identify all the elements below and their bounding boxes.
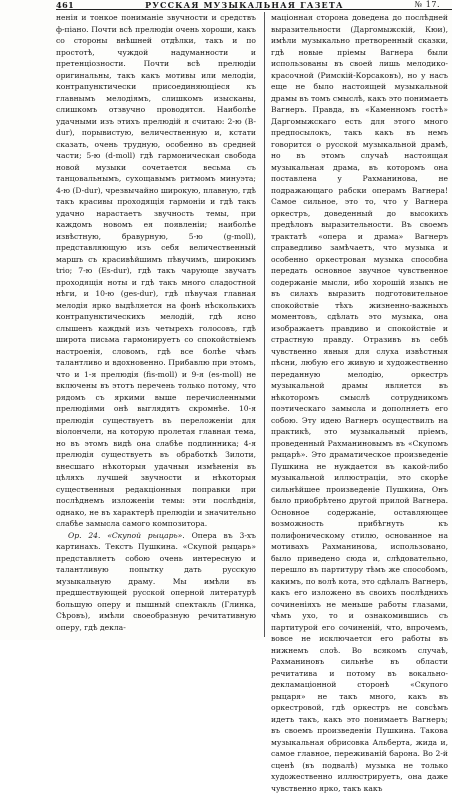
opus-heading: Ор. 24. «Скупой рыцарь». — [68, 530, 185, 540]
right-paragraph-1: маціонная сторона доведена до послѣдней выразительности (Даргомыжскій, Кюи), имѣли музыкально претворенный сказки, гдѣ новые пріемы Вагнера были использованы въ своей лишь мелодико-красочной (Римскій-Корсаковъ), но у насъ еще не было настоящей музыкальной драмы въ томъ смыслѣ, какъ это понимаетъ Вагнеръ. Правда, въ «Каменномъ гостѣ» Даргомыжскаго есть для этого много предпосылокъ, такъ какъ въ немъ говорится о русской музыкальной драмѣ, но въ этомъ случаѣ настоящая музыкальная драма, въ которомъ она поставлена у Рахманинова, не подражающаго рабски операмъ Вагнера! Самое сильное, это то, что у Вагнера оркестръ, доведенный до высокихъ предѣловъ выразительности. Въ своемъ трактатѣ «опера и драма» Вагнеръ справедливо замѣчаетъ, что музыка и особенно оркестровая музыка способна передать основное звучное чувственное содержаніе мысли, ибо хорошій языкъ не въ силахъ выразить подготовительное спокойствіе тѣхъ жизненно-важныхъ моментовъ, сдѣлать это музыка, она изображаетъ правдиво и спокойствіе и страстную правду. Отразивъ въ себѣ чувственно явныя для слуха извѣстныя пѣсни, любую его живую и художественно переданную мелодію, оркестръ музыкальной драмы является въ нѣкоторомъ смыслѣ сотрудникомъ поэтическаго замысла и дополняетъ его собою. Эту идею Вагнеръ осуществилъ на практикѣ, это музыкальный пріемъ, проведенный Рахманиновымъ въ «Скупомъ рыцарѣ». Это драматическое произведеніе Пушкина не нуждается въ какой-либо музыкальной иллюстраціи, это скорѣе сильнѣйшее произведеніе Пушкина, Онъ было приобрѣтено другой прилой Вагнера. Основное содержаніе, оставляющее возможность прибѣгнуть къ полифоническому стилю, основанное на мотивахъ Рахманинова, использовано, было приведено сюда и, слѣдовательно, перешло въ партитуру тѣмъ же способомъ, какимъ, по волѣ кота, это сдѣлалъ Вагнеръ, какъ его изложено въ своихъ послѣднихъ сочиненіяхъ не меньше работы глазами, чѣмъ ухо, то и ознакомившись съ партитурой его сочиненій, что, впрочемъ, вовсе не исключается его работы въ нижнемъ слоѣ. Во всякомъ случаѣ, Рахманиновъ сильнѣе въ области речитатива и потому въ вокально-декламаціонной сторонѣ «Скупого рыцаря» не такъ много, какъ въ оркестровой, гдѣ оркестръ не совсѣмъ идетъ такъ, какъ это понимаетъ Вагнеръ; въ своемъ произведеніи Пушкина. Такова музыкальная обрисовка Альберта, жида и, самое главное, переживаній барона. Во 2-й сценѣ (въ подвалѣ) музыка не только художественно иллюстрируетъ, она даже чувственно ярко, такъ какъ — [271, 13, 448, 793]
opus-text: Опера въ 3-хъ картинахъ. Текстъ Пушкина. «Скупой рыцарь» представляетъ собою очень интересную и талантливую попытку дать русскую музыкальную драму. Мы имѣли въ предшествующей русской оперной литературѣ большую оперу и пышный спектакль (Глинка, Сѣровъ), имѣли своеобразную речитативную оперу, гдѣ декла- — [56, 530, 256, 632]
left-column — [56, 12, 256, 637]
issue-number: № 17. — [414, 0, 440, 9]
left-paragraph-2 — [56, 530, 256, 634]
page-number: 461 — [56, 0, 75, 10]
page-header — [56, 0, 452, 10]
publication-title: РУССКАЯ МУЗЫКАЛЬНАЯ ГАЗЕТА — [145, 0, 344, 10]
left-paragraph-1: ненія и тонкое пониманіе звучности и средствъ ф-піано. Почти всѣ прелюдіи очень хороши, какъ со стороны внѣшней отдѣлки, такъ и по простотѣ, чуждой надуманности и претенціозности. Почти всѣ прелюдіи оригинальны, такъ какъ мотивы или мелодіи, контрапунктически присоединяющіеся къ главнымъ мелодіямъ, слишкомъ изысканы, слишкомъ отзвучно проводятся. Наиболѣе удачными изъ этихъ прелюдій я считаю: 2-ю (B-dur), порывистую, величественную и, кстати сказать, очень трудную, особенно въ средней части; 5-ю (d-moll) гдѣ гармоническая свобода новой музыки сочетается весьма съ танцовальнымъ, сухощавымъ ритмомъ минуэта; 4-ю (D-dur), чрезвычайно широкую, плавную, гдѣ такъ красивы проходящія гармоніи и гдѣ такъ удачно нарастаетъ звучность темы, при каждомъ новомъ ея появленіи; наиболѣе извѣстную, бравурную, 5-ю (g-moll), представляющую изъ себя величественный маршъ съ красивѣйшимъ пѣвучимъ, широкимъ trio; 7-ю (Es-dur), гдѣ такъ чарующе звучатъ проходящія ноты и гдѣ такъ много сладостной нѣги, и 10-ю (ges-dur), гдѣ пѣвучая главная мелодія ярко выдѣляется на фонѣ нѣсколькихъ контрапунктическихъ мелодій, гдѣ ясно слышенъ каждый изъ четырехъ голосовъ, гдѣ широта письма гармонируетъ со спокойствіемъ настроенія, словомъ, гдѣ все болѣе чѣмъ талантливо и вдохновенно. Прибавлю при этомъ, что и 1-я прелюдія (fis-moll) и 9-я (es-moll) не включены въ этотъ перечень только потому, что рядомъ съ яркими выше перечисленными прелюдіями онѣ выглядятъ скромнѣе. 10-я прелюдія существуетъ въ переложеніи для віолончели, на которую пролетая главная тема, но въ этомъ видѣ она слабѣе подлинника; 4-я прелюдія существуетъ въ обработкѣ Зилоти, внесшаго нѣкоторыя удачныя измѣненія въ цѣляхъ лучшей звучности и нѣкоторыя существенныя редакціонныя поправки при послѣднемъ изложеніи темы: эти послѣднія, однако, не въ характерѣ прелюдіи и значительно слабѣе замысла самого композитора. — [56, 13, 256, 528]
right-column — [264, 12, 448, 793]
